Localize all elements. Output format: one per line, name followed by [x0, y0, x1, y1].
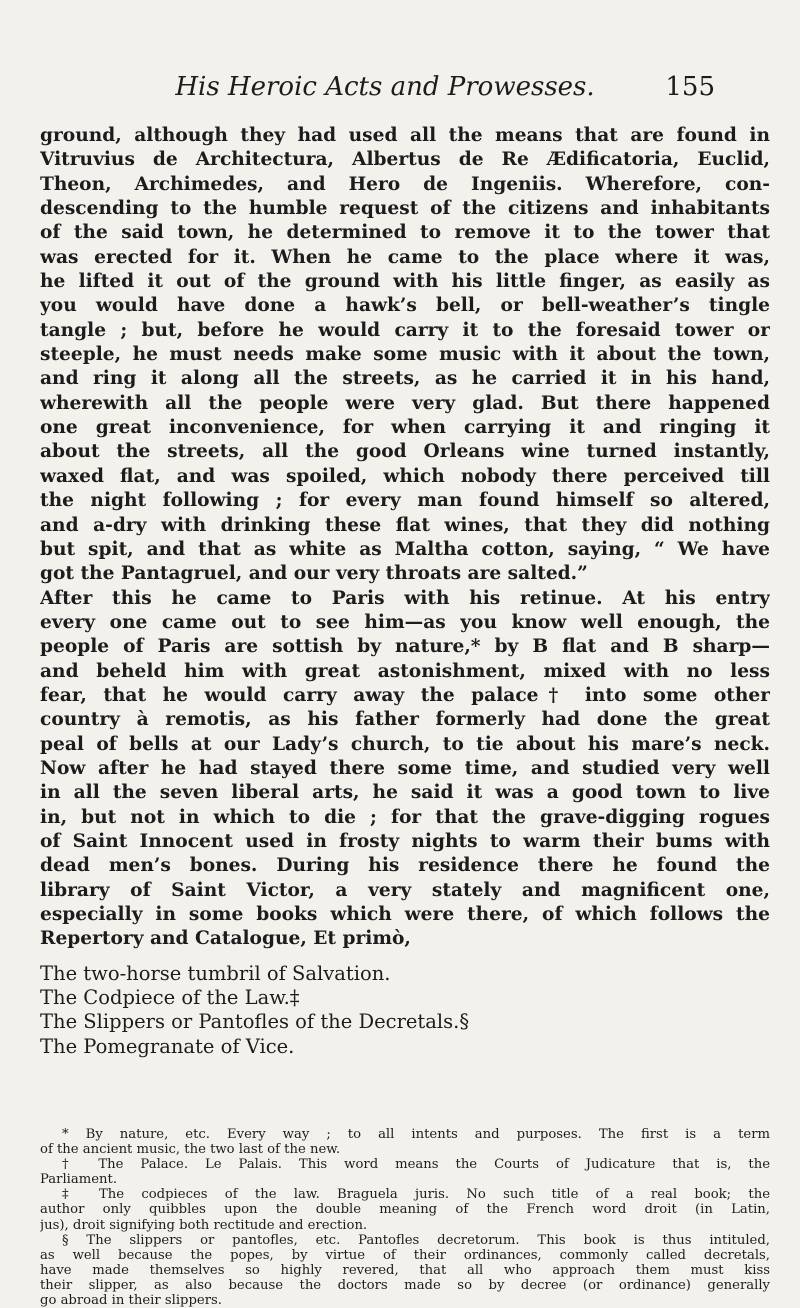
text-line: country à remotis, as his father formerly had done the great — [40, 709, 770, 731]
catalogue-item: The Pomegranate of Vice. — [40, 1034, 295, 1058]
catalogue-list — [40, 962, 770, 1059]
catalogue-item: The Slippers or Pantofles of the Decretals.§ — [40, 1010, 470, 1034]
text-line: Repertory and Catalogue, Et primò, — [40, 928, 411, 950]
text-line: library of Saint Victor, a very stately and magnificent one, — [40, 879, 770, 901]
catalogue-item: The Codpiece of the Law.‡ — [40, 986, 300, 1010]
text-line: fear, that he would carry away the palace† into some other — [40, 684, 770, 706]
text-line: ground, although they had used all the means that are found in — [40, 125, 770, 146]
text-line: every one came out to see him—as you know well enough, the — [40, 611, 770, 633]
text-line: you would have done a hawk’s bell, or bell-weather’s tingle — [40, 295, 770, 317]
text-line: of the said town, he determined to remove it to the tower that — [40, 222, 770, 244]
text-line: Now after he had stayed there some time, and studied very well — [40, 757, 770, 779]
page-number: 155 — [665, 72, 715, 102]
text-line: got the Pantagruel, and our very throats are salted.” — [40, 563, 588, 585]
text-line: he lifted it out of the ground with his little finger, as easily as — [40, 271, 770, 293]
catalogue-item: The two-horse tumbril of Salvation. — [40, 961, 391, 985]
text-line: of Saint Innocent used in frosty nights to warm their bums with — [40, 830, 770, 852]
text-line: in, but not in which to die ; for that the grave-digging rogues — [40, 806, 770, 828]
footnote-line: § The slippers or pantofles, etc. Pantofles decretorum. This book is thus intituled, — [62, 1232, 770, 1248]
text-line: one great inconvenience, for when carrying it and ringing it — [40, 417, 770, 439]
text-line: descending to the humble request of the citizens and inhabitants — [40, 198, 770, 220]
text-line: peal of bells at our Lady’s church, to tie about his mare’s neck. — [40, 733, 770, 755]
footnote-line: ‡ The codpieces of the law. Braguela juris. No such title of a real book; the — [62, 1187, 770, 1203]
text-line: in all the seven liberal arts, he said it was a good town to live — [40, 782, 770, 804]
footnote-line: go abroad in their slippers. — [40, 1293, 222, 1308]
footnote-line: author only quibbles upon the double meaning of the French word droit (in Latin, — [40, 1202, 770, 1218]
text-line: but spit, and that as white as Maltha cotton, saying, “ We have — [40, 538, 770, 560]
footnote-line: * By nature, etc. Every way ; to all intents and purposes. The first is a term — [62, 1127, 770, 1142]
footnote-line: Parliament. — [40, 1172, 118, 1188]
running-head: His Heroic Acts and Prowesses. — [175, 72, 595, 102]
footnote-line: their slipper, as also because the doctors made so by decree (or ordinance) generally — [40, 1277, 770, 1293]
footnotes — [40, 1127, 770, 1308]
text-line: steeple, he must needs make some music with it about the town, — [40, 344, 770, 366]
footnote-line: as well because the popes, by virtue of their ordinances, commonly called decretals, — [40, 1247, 770, 1263]
text-line: and a-dry with drinking these flat wines, that they did nothing — [40, 514, 770, 536]
text-line: about the streets, all the good Orleans wine turned instantly, — [40, 441, 770, 463]
body-text — [40, 124, 770, 1059]
text-line: waxed flat, and was spoiled, which nobody there perceived till — [40, 465, 770, 487]
footnote-line: † The Palace. Le Palais. This word means the Courts of Judicature that is, the — [62, 1157, 770, 1173]
text-line: Vitruvius de Architectura, Albertus de Re Ædificatoria, Euclid, — [40, 149, 770, 171]
text-line: was erected for it. When he came to the place where it was, — [40, 246, 770, 268]
text-line: people of Paris are sottish by nature,* by B flat and B sharp— — [40, 636, 770, 658]
footnote-line: of the ancient music, the two last of the new. — [40, 1142, 341, 1158]
text-line: dead men’s bones. During his residence there he found the — [40, 855, 770, 877]
text-line: Theon, Archimedes, and Hero de Ingeniis. Wherefore, con- — [40, 173, 770, 195]
text-line: and beheld him with great astonishment, mixed with no less — [40, 660, 770, 682]
text-line: wherewith all the people were very glad. But there happened — [40, 392, 770, 414]
text-line: the night following ; for every man found himself so altered, — [40, 490, 770, 512]
footnote-line: have made themselves so highly revered, that all who approach them must kiss — [40, 1262, 770, 1278]
text-line: tangle ; but, before he would carry it to the foresaid tower or — [40, 319, 770, 341]
text-line: and ring it along all the streets, as he carried it in his hand, — [40, 368, 770, 390]
footnote-line: jus), droit signifying both rectitude and erection. — [40, 1217, 368, 1233]
text-line: especially in some books which were there, of which follows the — [40, 904, 770, 925]
text-line: After this he came to Paris with his retinue. At his entry — [40, 587, 770, 609]
